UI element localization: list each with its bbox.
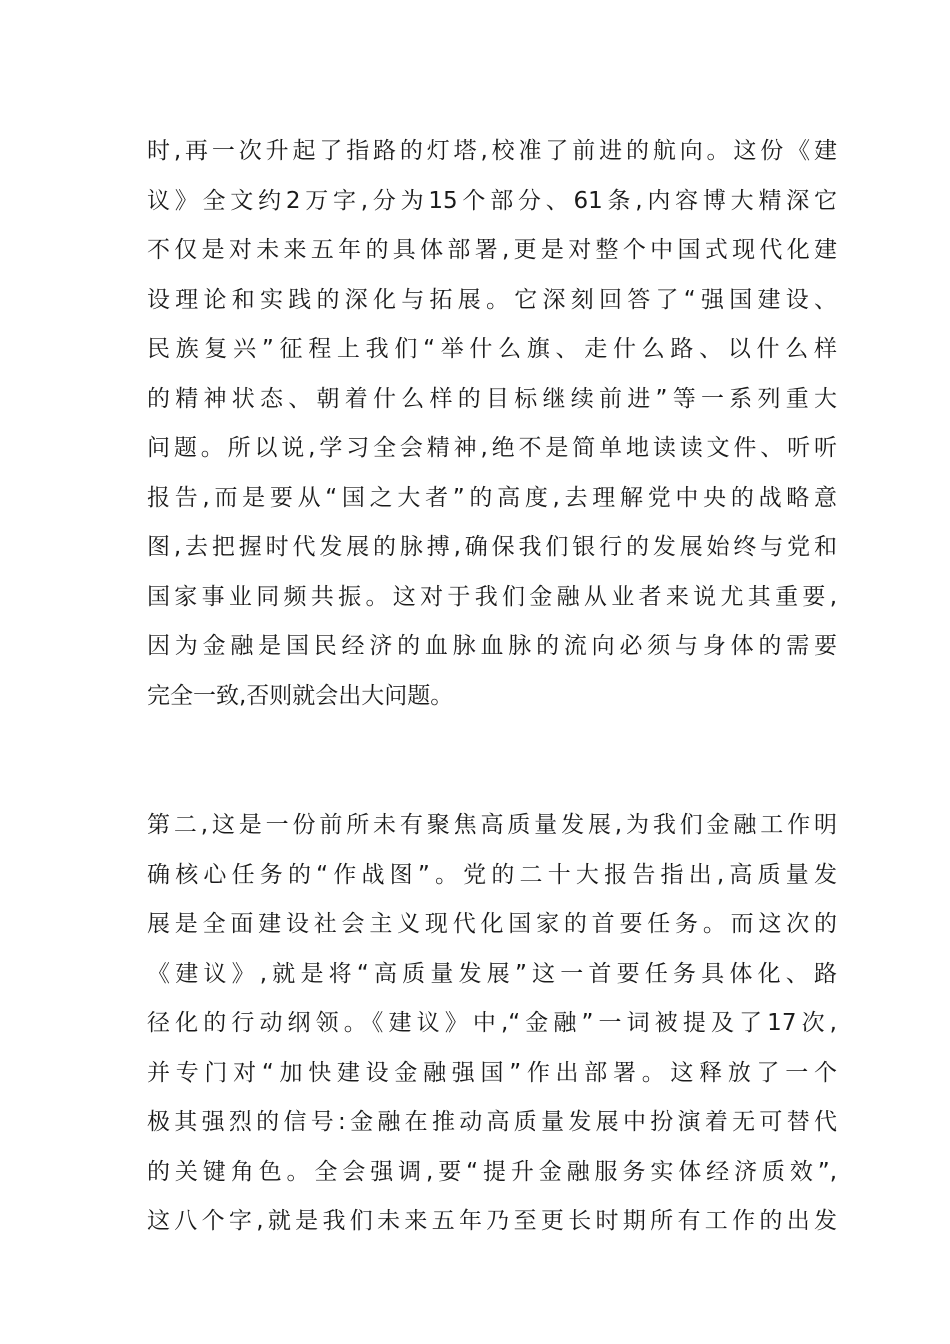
paragraph-line: 《建议》,就是将“高质量发展”这一首要任务具体化、路 — [147, 960, 837, 987]
paragraph-line: 并专门对“加快建设金融强国”作出部署。这释放了一个 — [147, 1059, 837, 1086]
paragraph-line: 民族复兴”征程上我们“举什么旗、走什么路、以什么样 — [147, 336, 837, 362]
paragraph-line: 议》全文约2万字,分为15个部分、61条,内容博大精深它 — [147, 187, 837, 214]
paragraph-line: 极其强烈的信号:金融在推动高质量发展中扮演着无可替代 — [147, 1109, 837, 1135]
paragraph-line: 径化的行动纲领。《建议》中,“金融”一词被提及了17次, — [147, 1010, 837, 1036]
paragraph-line: 展是全面建设社会主义现代化国家的首要任务。而这次的 — [147, 911, 837, 937]
paragraph-line: 图,去把握时代发展的脉搏,确保我们银行的发展始终与党和 — [147, 534, 837, 560]
paragraph-line: 第二,这是一份前所未有聚焦高质量发展,为我们金融工作明 — [147, 812, 837, 838]
paragraph-line: 国家事业同频共振。这对于我们金融从业者来说尤其重要, — [147, 583, 837, 610]
paragraph-1 — [147, 127, 837, 721]
paragraph-line: 设理论和实践的深化与拓展。它深刻回答了“强国建设、 — [147, 286, 837, 313]
paragraph-line: 这八个字,就是我们未来五年乃至更长时期所有工作的出发 — [147, 1208, 837, 1234]
paragraph-2 — [147, 801, 837, 1247]
paragraph-line: 的关键角色。全会强调,要“提升金融服务实体经济质效”, — [147, 1158, 837, 1185]
paragraph-line: 因为金融是国民经济的血脉血脉的流向必须与身体的需要 — [147, 633, 837, 659]
paragraph-line: 的精神状态、朝着什么样的目标继续前进”等一系列重大 — [147, 385, 837, 412]
paragraph-line: 不仅是对未来五年的具体部署,更是对整个中国式现代化建 — [147, 237, 837, 263]
paragraph-line: 时,再一次升起了指路的灯塔,校准了前进的航向。这份《建 — [147, 138, 837, 164]
paragraph-line: 确核心任务的“作战图”。党的二十大报告指出,高质量发 — [147, 861, 837, 888]
paragraph-line: 问题。所以说,学习全会精神,绝不是简单地读读文件、听听 — [147, 435, 837, 461]
paragraph-line: 报告,而是要从“国之大者”的高度,去理解党中央的战略意 — [147, 484, 837, 511]
paragraph-line: 完全一致,否则就会出大问题。 — [147, 682, 454, 709]
